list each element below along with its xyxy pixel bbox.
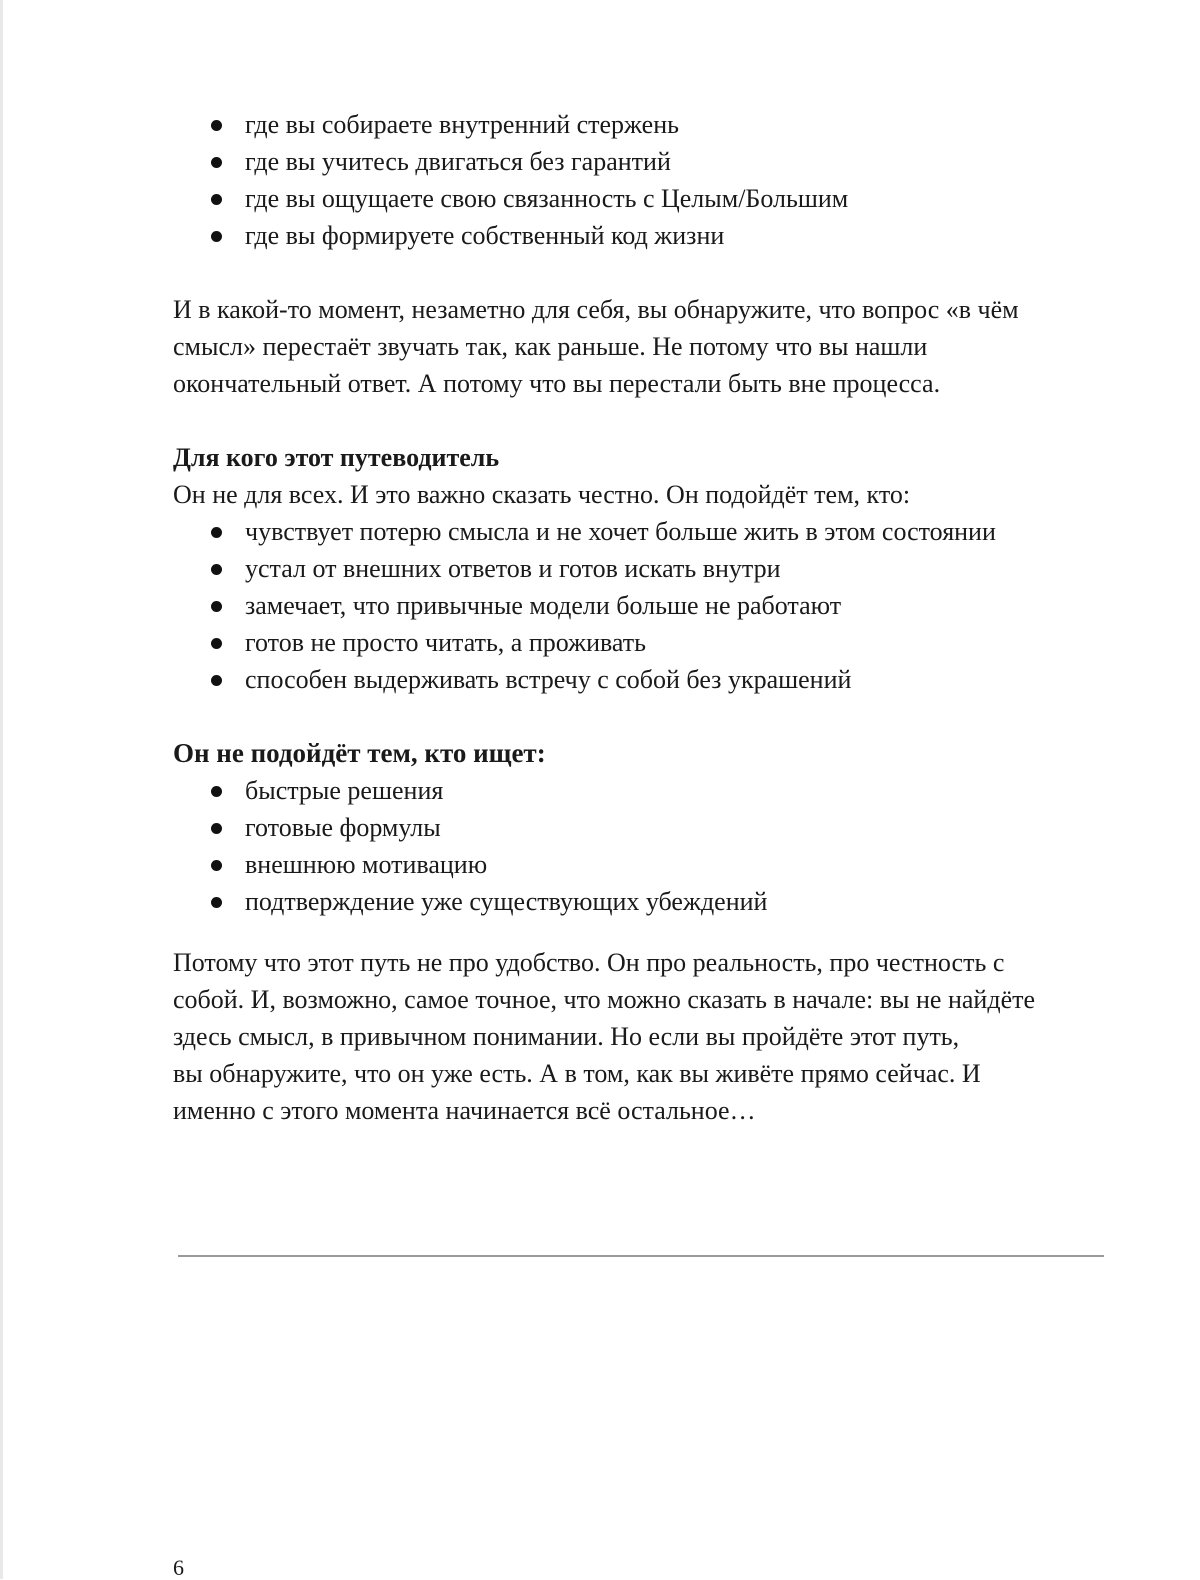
list-item: способен выдерживать встречу с собой без украшений [173, 661, 1133, 698]
list-item: устал от внешних ответов и готов искать внутри [173, 550, 1133, 587]
intro-bullet-list [173, 106, 1133, 254]
paragraph-line: именно с этого момента начинается всё остальное… [173, 1096, 756, 1125]
section-heading-not-for: Он не подойдёт тем, кто ищет: [173, 738, 546, 768]
bullet-icon [211, 638, 222, 649]
list-item: где вы собираете внутренний стержень [173, 106, 1133, 143]
for-whom-bullet-list [173, 513, 1133, 698]
paragraph-line: Потому что этот путь не про удобство. Он про реальность, про честность с [173, 948, 1005, 977]
bullet-icon [211, 527, 222, 538]
bullet-icon [211, 823, 222, 834]
list-item: готовые формулы [173, 809, 1133, 846]
bullet-icon [211, 786, 222, 797]
bullet-icon [211, 157, 222, 168]
page-number: 6 [173, 1555, 184, 1580]
bullet-icon [211, 897, 222, 908]
list-item: чувствует потерю смысла и не хочет больше жить в этом состоянии [173, 513, 1133, 550]
list-item: готов не просто читать, а проживать [173, 624, 1133, 661]
bullet-icon [211, 231, 222, 242]
paragraph-final [173, 944, 1133, 1129]
paragraph-line: смысл» перестаёт звучать так, как раньше. Не потому что вы нашли [173, 332, 928, 361]
list-item: где вы ощущаете свою связанность с Целым/Большим [173, 180, 1133, 217]
list-item: подтверждение уже существующих убеждений [173, 883, 1133, 920]
paragraph-line: окончательный ответ. А потому что вы перестали быть вне процесса. [173, 369, 941, 398]
paragraph-line: здесь смысл, в привычном понимании. Но если вы пройдёте этот путь, [173, 1022, 960, 1051]
paragraph-meaning [173, 291, 1133, 402]
bullet-icon [211, 564, 222, 575]
list-item: замечает, что привычные модели больше не работают [173, 587, 1133, 624]
paragraph-line: И в какой-то момент, незаметно для себя, вы обнаружите, что вопрос «в чём [173, 295, 1019, 324]
bullet-icon [211, 601, 222, 612]
section-heading-for-whom: Для кого этот путеводитель [173, 443, 500, 472]
page-content [173, 106, 1133, 1129]
paragraph-line: вы обнаружите, что он уже есть. А в том, как вы живёте прямо сейчас. И [173, 1059, 981, 1088]
bullet-icon [211, 194, 222, 205]
horizontal-divider [178, 1255, 1104, 1257]
list-item: быстрые решения [173, 772, 1133, 809]
list-item: где вы формируете собственный код жизни [173, 217, 1133, 254]
list-item: внешнюю мотивацию [173, 846, 1133, 883]
bullet-icon [211, 860, 222, 871]
section-intro: Он не для всех. И это важно сказать честно. Он подойдёт тем, кто: [173, 480, 911, 509]
bullet-icon [211, 120, 222, 131]
page-edge [0, 0, 3, 1579]
paragraph-line: собой. И, возможно, самое точное, что можно сказать в начале: вы не найдёте [173, 985, 1036, 1014]
bullet-icon [211, 675, 222, 686]
list-item: где вы учитесь двигаться без гарантий [173, 143, 1133, 180]
not-for-bullet-list [173, 772, 1133, 920]
